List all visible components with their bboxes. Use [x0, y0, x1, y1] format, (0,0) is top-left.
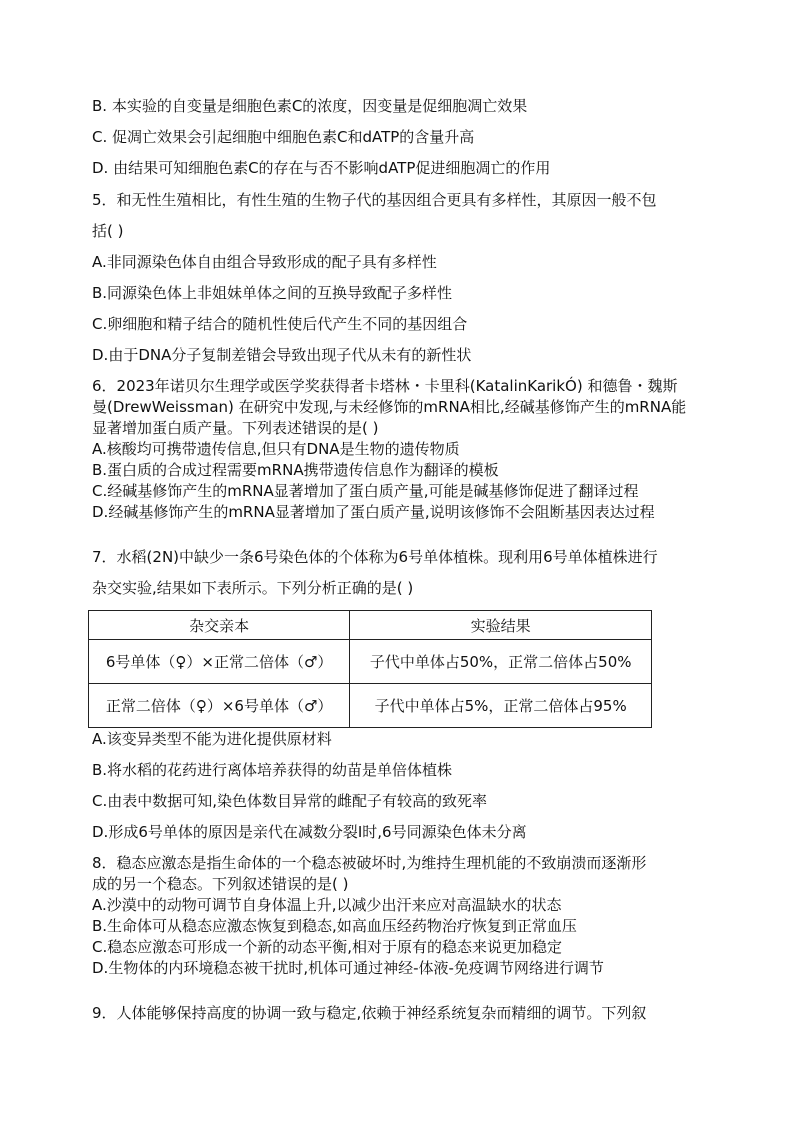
q8-stem-line-2: 成的另一个稳态。下列叙述错误的是( ) — [92, 875, 349, 893]
q6-stem-line-3: 显著增加蛋白质产量。下列表述错误的是( ) — [92, 419, 379, 437]
q8-stem-line-1: 8．稳态应激态是指生命体的一个稳态被破坏时,为维持生理机能的不致崩溃而逐渐形 — [92, 854, 647, 872]
q7-option-c: C.由表中数据可知,染色体数目异常的雌配子有较高的致死率 — [92, 792, 488, 810]
q4-option-c: C. 促凋亡效果会引起细胞中细胞色素C和dATP的含量升高 — [92, 128, 475, 146]
q8-option-a: A.沙漠中的动物可调节自身体温上升,以减少出汗来应对高温缺水的状态 — [92, 896, 562, 914]
cross-result-table — [88, 610, 652, 728]
table-header-row — [89, 611, 652, 640]
q4-option-b: B. 本实验的自变量是细胞色素C的浓度，因变量是促细胞凋亡效果 — [92, 97, 528, 115]
q7-option-b: B.将水稻的花药进行离体培养获得的幼苗是单倍体植株 — [92, 761, 453, 779]
q8-option-d: D.生物体的内环境稳态被干扰时,机体可通过神经-体液-免疫调节网络进行调节 — [92, 959, 604, 977]
q7-option-a: A.该变异类型不能为进化提供原材料 — [92, 730, 332, 748]
q5-option-b: B.同源染色体上非姐妹单体之间的互换导致配子多样性 — [92, 284, 453, 302]
table-cell-parents: 6号单体（♀）×正常二倍体（♂） — [89, 640, 350, 684]
q6-option-b: B.蛋白质的合成过程需要mRNA携带遗传信息作为翻译的模板 — [92, 461, 499, 479]
table-header-parents: 杂交亲本 — [89, 611, 350, 640]
table-cell-parents: 正常二倍体（♀）×6号单体（♂） — [89, 684, 350, 728]
q8-option-b: B.生命体可从稳态应激态恢复到稳态,如高血压经药物治疗恢复到正常血压 — [92, 917, 577, 935]
q6-option-d: D.经碱基修饰产生的mRNA显著增加了蛋白质产量,说明该修饰不会阻断基因表达过程 — [92, 503, 655, 521]
q8-option-c: C.稳态应激态可形成一个新的动态平衡,相对于原有的稳态来说更加稳定 — [92, 938, 563, 956]
q6-option-a: A.核酸均可携带遗传信息,但只有DNA是生物的遗传物质 — [92, 440, 460, 458]
table-cell-result: 子代中单体占50%，正常二倍体占50% — [350, 640, 652, 684]
q6-option-c: C.经碱基修饰产生的mRNA显著增加了蛋白质产量,可能是碱基修饰促进了翻译过程 — [92, 482, 639, 500]
q7-stem-line-1: 7．水稻(2N)中缺少一条6号染色体的个体称为6号单体植株。现利用6号单体植株进行 — [92, 548, 658, 566]
table-header-results: 实验结果 — [350, 611, 652, 640]
table-cell-result: 子代中单体占5%，正常二倍体占95% — [350, 684, 652, 728]
q6-stem-line-2: 曼(DrewWeissman) 在研究中发现,与未经修饰的mRNA相比,经碱基修饰产生的mRNA能 — [92, 398, 687, 416]
q4-option-d: D. 由结果可知细胞色素C的存在与否不影响dATP促进细胞凋亡的作用 — [92, 159, 551, 177]
q5-stem-line-1: 5．和无性生殖相比，有性生殖的生物子代的基因组合更具有多样性，其原因一般不包 — [92, 191, 657, 209]
q5-stem-line-2: 括( ) — [92, 222, 124, 240]
q9-stem-line-1: 9．人体能够保持高度的协调一致与稳定,依赖于神经系统复杂而精细的调节。下列叙 — [92, 1004, 647, 1022]
q5-option-d: D.由于DNA分子复制差错会导致出现子代从未有的新性状 — [92, 346, 472, 364]
q5-option-c: C.卵细胞和精子结合的随机性使后代产生不同的基因组合 — [92, 315, 468, 333]
q5-option-a: A.非同源染色体自由组合导致形成的配子具有多样性 — [92, 253, 437, 271]
q6-stem-line-1: 6．2023年诺贝尔生理学或医学奖获得者卡塔林・卡里科(KatalinKarikÓ) 和德鲁・魏斯 — [92, 377, 678, 395]
q7-option-d: D.形成6号单体的原因是亲代在减数分裂Ⅰ时,6号同源染色体未分离 — [92, 823, 527, 841]
q7-stem-line-2: 杂交实验,结果如下表所示。下列分析正确的是( ) — [92, 579, 414, 597]
table-row — [89, 684, 652, 728]
table-row — [89, 640, 652, 684]
